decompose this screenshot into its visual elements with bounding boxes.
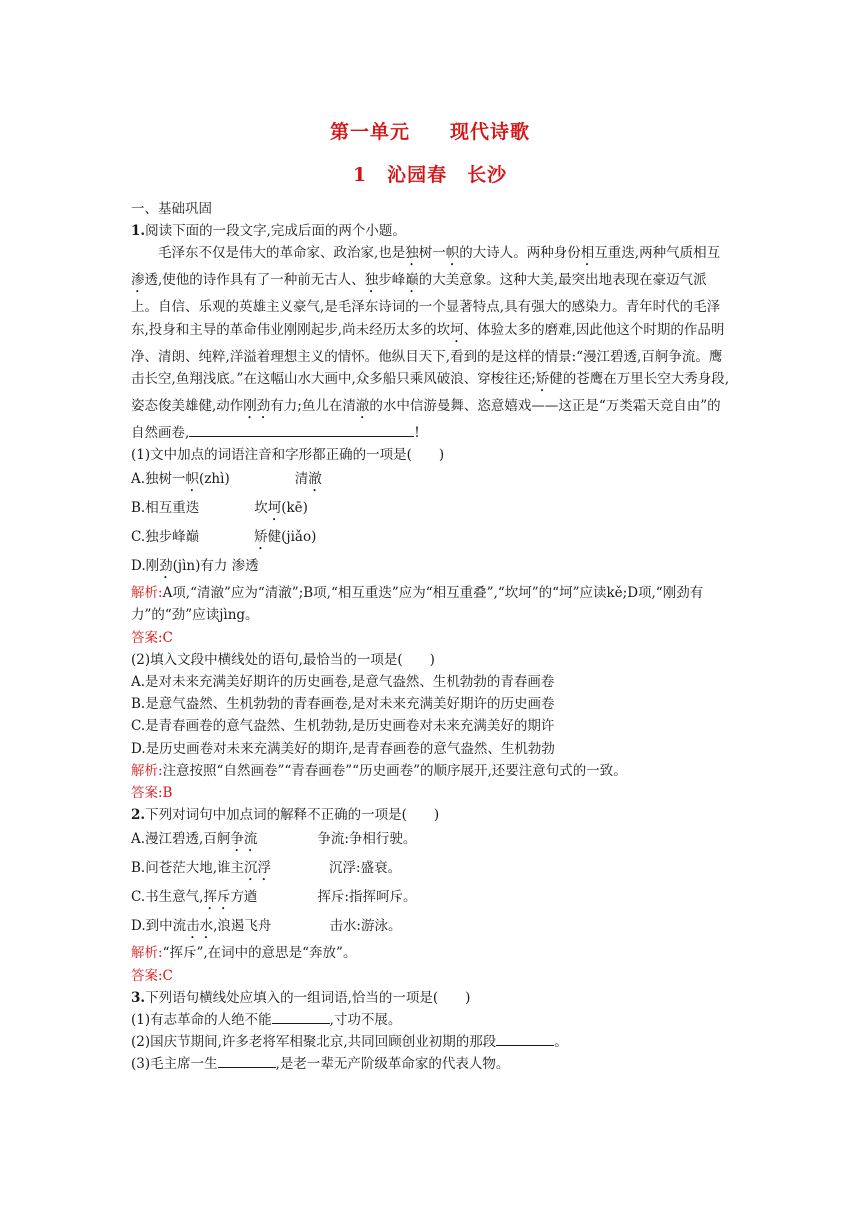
question-3-sentence-3: (3)毛主席一生 ,是老一辈无产阶级革命家的代表人物。 [131,1053,731,1075]
sub-question-2-option-d: D.是历史画卷对未来充满美好的期许,是青春画卷的意气盎然、生机勃勃 [131,740,555,757]
sub-question-1-stem: (1)文中加点的词语注音和字形都正确的一项是( ) [131,447,445,464]
unit-title: 第一单元 现代诗歌 [329,121,530,143]
section-heading: 一、基础巩固 [131,201,212,217]
fill-blank [272,1009,330,1024]
question-2-analysis: 解析:“挥斥”,在词中的意思是“奔放”。 [131,945,357,962]
sub-question-1-option-a: A.独树一帜(zhì) 清澈 [131,471,322,488]
sub-question-2-analysis: 解析:注意按照“自然画卷”“青春画卷”“历史画卷”的顺序展开,还要注意句式的一致。 [131,762,627,779]
question-3-sentence-2: (2)国庆节期间,许多老将军相聚北京,共同回顾创业初期的那段 。 [131,1031,731,1053]
fill-blank [218,1053,276,1068]
sub-question-1-option-d: D.刚劲(jìn)有力 渗透 [131,558,259,575]
question-3-sentence-1: (1)有志革命的人绝不能 ,寸功不展。 [131,1009,731,1031]
fill-blank [189,422,414,437]
question-3-stem: 3.下列语句横线处应填入的一组词语,恰当的一项是( ) [131,989,471,1006]
sub-question-1-analysis: 解析:A项,“清澈”应为“清澈”;B项,“相互重迭”应为“相互重叠”,“坎坷”的“坷”应读kě;D项,“刚劲有力”的“劲”应读jìng。 [131,585,704,624]
question-2-option-a: A.漫江碧透,百舸争流 争流:争相行驶。 [131,831,417,848]
question-1-stem: 1.阅读下面的一段文字,完成后面的两个小题。 [131,223,406,240]
question-2-answer: 答案:C [131,967,173,984]
lesson-title: 1 沁园春 长沙 [352,164,508,186]
sub-question-2-option-c: C.是青春画卷的意气盎然、生机勃勃,是历史画卷对未来充满美好的期许 [131,718,555,735]
fill-blank [496,1031,554,1046]
question-2-stem: 2.下列对词句中加点词的解释不正确的一项是( ) [131,807,440,824]
question-2-option-c: C.书生意气,挥斥方遒 挥斥:指挥呵斥。 [131,889,417,906]
sub-question-2-answer: 答案:B [131,785,173,802]
sub-question-2-stem: (2)填入文段中横线处的语句,最恰当的一项是( ) [131,651,435,668]
sub-question-1-answer: 答案:C [131,629,173,646]
question-2-option-b: B.问苍茫大地,谁主沉浮 沉浮:盛衰。 [131,860,402,877]
sub-question-1-option-b: B.相互重迭 坎坷(kē) [131,500,308,517]
question-2-option-d: D.到中流击水,浪遏飞舟 击水:游泳。 [131,918,402,935]
document-body [131,198,731,1076]
question-1-passage: 毛泽东不仅是伟大的革命家、政治家,也是独树一帜的大诗人。两种身份相互重迭,两种气质相互渗透,使他的诗作具有了一种前无古人、独步峰巅的大美意象。这种大美,最突出地表现在豪迈气派上。自信、乐观的英雄主义豪气,是毛泽东诗词的一个显著特点,具有强大的感染力。青年时代的毛泽东,投身和主导的革命伟业刚刚起步,尚未经历太多的坎坷、体验太多的磨难,因此他这个时期的作品明净、清朗、纯粹,洋溢着理想主义的情怀。他纵目天下,看到的是这样的情景:“漫江碧透,百舸争流。鹰击长空,鱼翔浅底。”在这幅山水大画中,众多船只乘风破浪、穿梭往还;矫健的苍鹰在万里长空大秀身段,姿态俊美雄健,动作刚劲有力;鱼儿在清澈的水中信游曼舞、恣意嬉戏——这正是“万类霜天竞自由”的自然画卷, ! [131,245,730,441]
sub-question-2-option-a: A.是对未来充满美好期许的历史画卷,是意气盎然、生机勃勃的青春画卷 [131,674,555,691]
sub-question-2-option-b: B.是意气盎然、生机勃勃的青春画卷,是对未来充满美好期许的历史画卷 [131,696,555,713]
sub-question-1-option-c: C.独步峰巅 矫健(jiǎo) [131,529,317,546]
